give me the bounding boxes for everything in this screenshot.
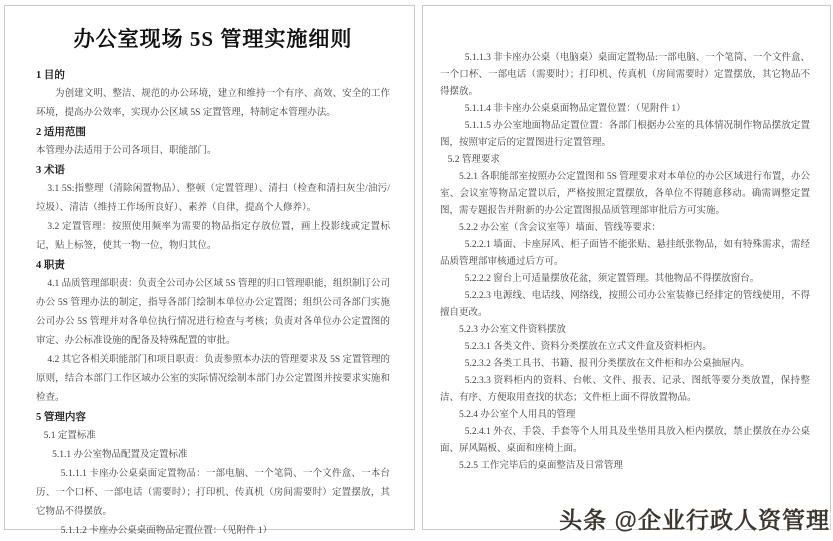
heading-purpose: 1 目的 <box>36 70 65 81</box>
para-noncubicle-desk-layout: 5.1.1.4 非卡座办公桌桌面物品定置位置：（见附件 1） <box>464 104 686 114</box>
heading-scope: 2 适用范围 <box>36 127 86 138</box>
para-books-storage: 5.2.3.2 各类工具书、书籍、报刊分类摆放在文件柜和办公桌抽屉内。 <box>464 359 750 369</box>
heading-terms: 3 术语 <box>36 165 65 176</box>
para-noncubicle-desk-items: 5.1.1.3 非卡座办公桌（电脑桌）桌面定置物品:一部电脑、一个笔筒、一个文件盒、一个口杯、一部电话（需要时）；打印机、传真机（房间需要时）定置摆放，其它物品不得摆放。 <box>440 53 810 97</box>
para-area-arrangement: 5.2.1 各职能部室按照办公定置图和 5S 管理要求对本单位的办公区域进行布置，办公室、会议室等物品定置以后，严格按照定置摆放，各单位不得随意移动。确需调整定置图，需专题报告并附新的办公定置图报品质管理部审批后方可实施。 <box>440 172 810 216</box>
para-term-positioning: 3.2 定置管理：按照使用频率为需要的物品指定存放位置，画上投影线或定置标记，贴上标签，使其一物一位，物归其位。 <box>36 222 390 251</box>
para-term-5s: 3.1 5S:指整理（清除闲置物品）、整顿（定置管理）、清扫（检查和清扫灰尘/油污/垃圾）、清洁（维持工作场所良好）、素养（自律，提高个人修养）。 <box>36 184 390 213</box>
para-floor-layout: 5.1.1.5 办公室地面物品定置位置：各部门根据办公室的具体情况制作物品摆放定置图，按照审定后的定置图进行定置管理。 <box>440 121 810 148</box>
heading-positioning-standard: 5.1 定置标准 <box>43 431 96 441</box>
para-cabinet-storage: 5.2.3.3 资料柜内的资料、台帐、文件、报表、记录、图纸等要分类放置，保持整洁、有序、方便取用查找的状态；文件柜上面不得放置物品。 <box>440 376 810 403</box>
para-scope-body: 本管理办法适用于公司各项目、职能部门。 <box>36 146 217 156</box>
watermark: 头条 @企业行政人资管理 <box>559 507 830 533</box>
page-2 <box>422 5 831 530</box>
para-duty-quality-dept: 4.1 品质管理部职责：负责全公司办公区域 5S 管理的归口管理职能，组织制订公司办公 5S 管理办法的制定，指导各部门绘制本单位办公定置图；组织公司各部门实施公司办公 5S 管理并对各单位执行情况进行检查与考核；负责对各单位办公定置图的审定、办公标准设施的配备及特殊配置的审批。 <box>36 279 390 346</box>
page-1 <box>4 5 415 536</box>
para-windowsill-rules: 5.2.2.2 窗台上可适量摆放花盆，须定置管理。其他物品不得摆放窗台。 <box>464 274 760 284</box>
heading-management-requirements: 5.2 管理要求 <box>447 155 500 165</box>
para-file-storage: 5.2.3.1 各类文件、资料分类摆放在立式文件盒及资料柜内。 <box>464 342 712 352</box>
heading-duties: 4 职责 <box>36 260 65 271</box>
para-cubicle-desk-layout: 5.1.1.2 卡座办公桌桌面物品定置位置：（见附件 1） <box>60 526 273 536</box>
heading-wall-pipeline: 5.2.2 办公室（含会议室等）墙面、管线等要求： <box>459 223 661 233</box>
heading-document-storage: 5.2.3 办公室文件资料摆放 <box>459 325 566 335</box>
heading-management-content: 5 管理内容 <box>36 412 86 423</box>
document-title: 办公室现场 5S 管理实施细则 <box>73 27 353 51</box>
para-purpose-body: 为创建文明、整洁、规范的办公环境，建立和维持一个有序、高效、安全的工作环境，提高办公效率，实现办公区域 5S 定置管理，特制定本管理办法。 <box>36 89 390 118</box>
heading-personal-items: 5.2.4 办公室个人用具的管理 <box>459 410 576 420</box>
heading-post-work-tidiness: 5.2.5 工作完毕后的桌面整洁及日常管理 <box>459 461 623 471</box>
heading-item-config-standard: 5.1.1 办公室物品配置及定置标准 <box>52 450 188 460</box>
para-cable-rules: 5.2.2.3 电源线、电话线、网络线，按照公司办公室装修已经排定的管线使用，不得擅自更改。 <box>440 291 810 318</box>
para-duty-other-depts: 4.2 其它各相关职能部门和项目职责：负责参照本办法的管理要求及 5S 定置管理的原则，结合本部门工作区域办公室的实际情况绘制本部门办公定置图并按要求实施和检查。 <box>36 355 390 403</box>
para-wall-rules: 5.2.2.1 墙面、卡座屏风、柜子面皆不能张贴、悬挂纸张物品，如有特殊需求，需经品质管理部审核通过后方可。 <box>440 240 810 267</box>
para-personal-items-rules: 5.2.4.1 外衣、手袋、手套等个人用具及坐垫用具放入柜内摆放，禁止摆放在办公桌面、屏风隔板、桌面和座椅上面。 <box>440 427 810 454</box>
para-cubicle-desk-items: 5.1.1.1 卡座办公桌桌面定置物品：一部电脑、一个笔筒、一个文件盒、一本台历、一个口杯、一部电话（需要时）；打印机、传真机（房间需要时）定置摆放，其它物品不得摆放。 <box>36 469 390 517</box>
